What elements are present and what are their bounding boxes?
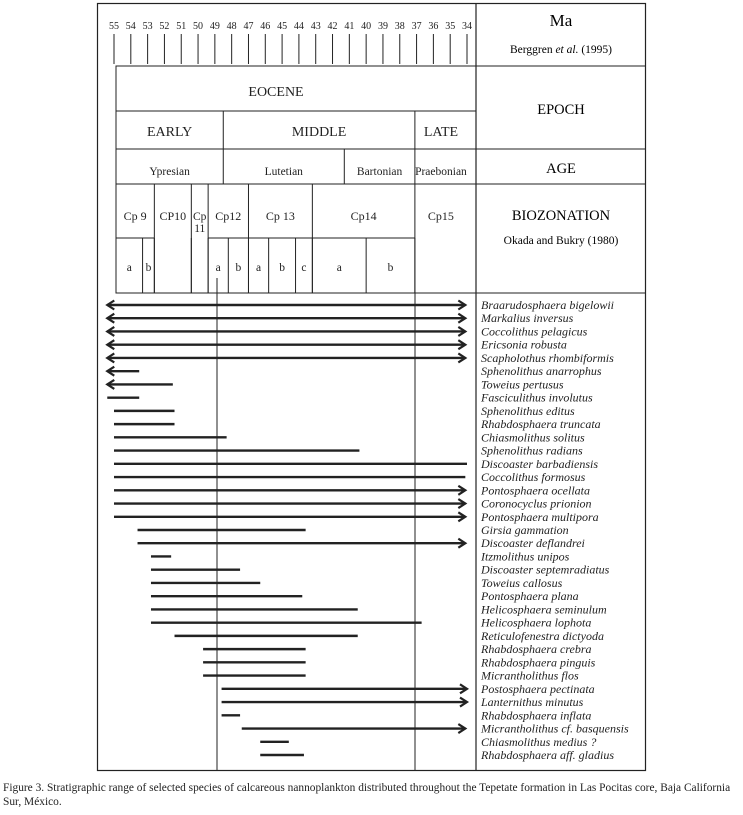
- x-tick-label: 43: [310, 21, 321, 32]
- zone-name: Cp15: [427, 209, 454, 223]
- subepoch-name: LATE: [423, 125, 459, 140]
- species-name: Coccolithus pelagicus: [481, 324, 588, 339]
- x-tick-label: 39: [377, 21, 388, 32]
- species-name: Helicosphaera lophota: [481, 615, 592, 630]
- subzone-name: a: [256, 262, 262, 274]
- species-name: Toweius callosus: [481, 575, 563, 590]
- x-tick-label: 51: [176, 21, 187, 32]
- x-tick-label: 36: [428, 21, 439, 32]
- species-name: Sphenolithus anarrophus: [481, 364, 602, 379]
- species-name: Rhabdosphaera pinguis: [481, 655, 596, 670]
- species-name: Rhabdosphaera aff. gladius: [481, 748, 615, 762]
- species-name: Sphenolithus editus: [481, 403, 575, 418]
- subzone-name: b: [235, 262, 242, 274]
- species-name: Helicosphaera seminulum: [481, 602, 607, 617]
- species-name: Micrantholithus flos: [481, 668, 579, 683]
- x-tick-label: 55: [109, 21, 119, 32]
- zone-name: Cp: [193, 211, 207, 223]
- subepoch-name: MIDDLE: [291, 125, 347, 140]
- x-tick-label: 45: [277, 21, 288, 32]
- subzone-name: b: [387, 262, 394, 274]
- x-tick-label: 53: [142, 21, 153, 32]
- zone-name: Cp 9: [123, 209, 147, 223]
- species-labels: [480, 298, 629, 762]
- species-name: Sphenolithus radians: [481, 443, 583, 458]
- subzone-name: a: [336, 262, 342, 274]
- x-tick-label: 40: [361, 21, 372, 32]
- species-name: Postosphaera pectinata: [481, 681, 595, 696]
- zone-name: 11: [194, 223, 206, 235]
- x-tick-label: 49: [209, 21, 220, 32]
- species-name: Ericsonia robusta: [481, 337, 567, 352]
- x-tick-label: 46: [260, 21, 271, 32]
- species-name: Girsia gammation: [481, 523, 569, 537]
- species-name: Rhabdosphaera crebra: [481, 642, 592, 657]
- x-tick-label: 37: [411, 21, 422, 32]
- biozonation-label: BIOZONATION: [511, 208, 611, 224]
- header-legend-column: [504, 11, 619, 247]
- zone-name: Cp 13: [265, 209, 295, 223]
- x-tick-label: 35: [445, 21, 456, 32]
- epoch-name: EOCENE: [248, 85, 304, 100]
- ma-label: Ma: [549, 11, 573, 30]
- species-name: Lanternithus minutus: [481, 695, 584, 710]
- ma-reference: Berggren et al. (1995): [509, 44, 613, 56]
- species-name: Pontosphaera plana: [481, 589, 579, 604]
- species-name: Chiasmolithus medius ?: [481, 734, 597, 749]
- species-name: Itzmolithus unipos: [481, 549, 570, 564]
- species-name: Chiasmolithus solitus: [481, 430, 585, 445]
- subzone-name: b: [145, 262, 152, 274]
- x-tick-label: 38: [394, 21, 405, 32]
- subepoch-name: EARLY: [146, 125, 193, 140]
- zone-name: Cp12: [215, 209, 242, 223]
- species-name: Coronocyclus prionion: [481, 496, 592, 511]
- species-name: Braarudosphaera bigelowii: [481, 298, 615, 312]
- x-tick-label: 50: [193, 21, 204, 32]
- age-name: Bartonian: [356, 166, 403, 178]
- species-name: Fasciculithus involutus: [481, 390, 593, 405]
- x-tick-label: 52: [159, 21, 170, 32]
- age-label: AGE: [546, 161, 576, 177]
- biozonation-reference: Okada and Bukry (1980): [503, 235, 619, 247]
- subzone-name: c: [301, 262, 307, 274]
- subzone-name: a: [126, 262, 132, 274]
- x-tick-label: 47: [243, 21, 254, 32]
- species-name: Reticulofenestra dictyoda: [481, 628, 604, 643]
- x-tick-label: 42: [327, 21, 338, 32]
- species-name: Discoaster deflandrei: [481, 536, 585, 551]
- x-tick-label: 34: [462, 21, 472, 32]
- species-name: Rhabdosphaera truncata: [481, 417, 601, 432]
- age-name: Praebonian: [415, 166, 467, 178]
- subzone-name: b: [279, 262, 285, 274]
- x-tick-label: 54: [125, 21, 136, 32]
- species-ranges: [107, 278, 467, 771]
- x-tick-label: 44: [293, 21, 304, 32]
- species-name: Rhabdosphaera inflata: [481, 708, 592, 723]
- species-name: Markalius inversus: [481, 311, 574, 326]
- species-name: Pontosphaera ocellata: [481, 483, 590, 498]
- age-name: Lutetian: [264, 166, 303, 178]
- species-name: Toweius pertusus: [481, 377, 564, 392]
- x-tick-label: 41: [344, 21, 355, 32]
- zone-name: Cp14: [350, 209, 377, 223]
- epoch-label: EPOCH: [537, 102, 585, 118]
- chronostratigraphy-header: [116, 66, 476, 293]
- subzone-name: a: [215, 262, 221, 274]
- species-name: Pontosphaera multipora: [481, 509, 599, 524]
- species-name: Micrantholithus cf. basquensis: [481, 721, 629, 736]
- x-axis-ticks: [109, 21, 472, 64]
- species-name: Scapholothus rhombiformis: [481, 350, 614, 365]
- figure-caption: Figure 3. Stratigraphic range of selected species of calcareous nannoplankton distributed throughout the Tepetate formation in Las Pocitas core, Baja California Sur, México.: [3, 782, 731, 808]
- species-name: Coccolithus formosus: [481, 470, 586, 485]
- x-tick-label: 48: [226, 21, 237, 32]
- zone-name: CP10: [159, 209, 187, 223]
- age-name: Ypresian: [149, 166, 190, 178]
- species-name: Discoaster septemradiatus: [481, 562, 610, 577]
- species-name: Discoaster barbadiensis: [481, 456, 598, 471]
